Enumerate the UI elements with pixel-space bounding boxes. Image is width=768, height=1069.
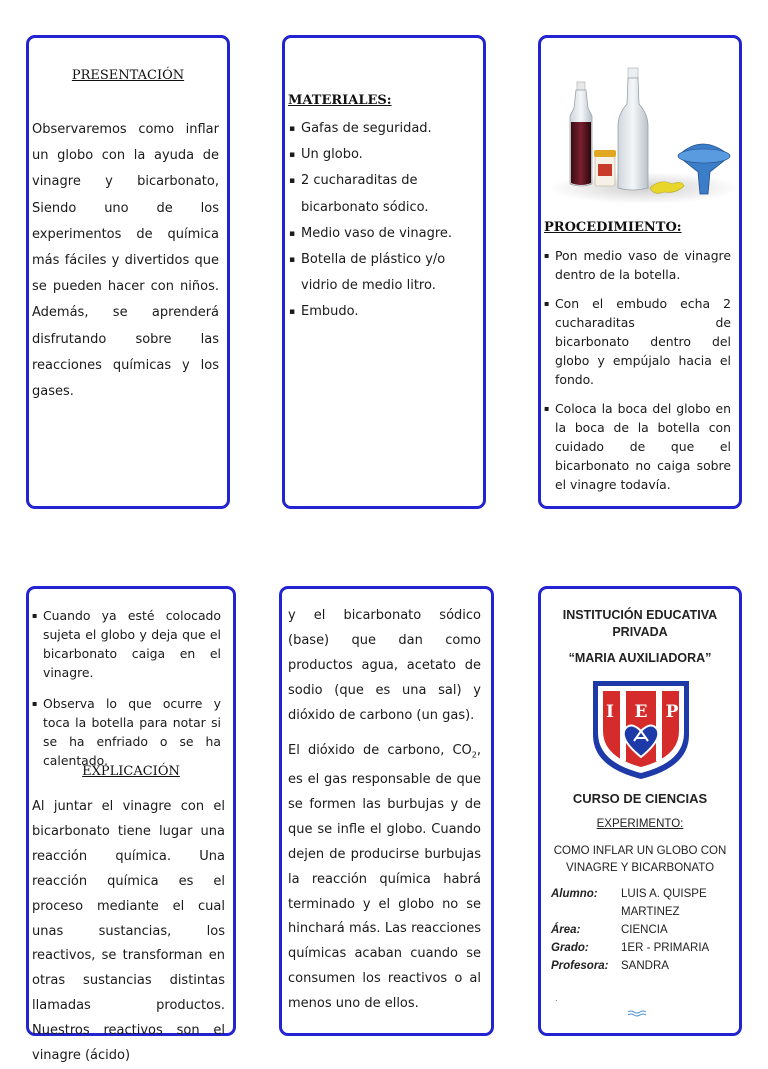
wave-decoration-icon — [627, 1009, 647, 1017]
explanation-continued-text: y el bicarbonato sódico (base) que dan como productos agua, acetato de sodio (que es una sal) y dióxido de carbono (un gas). — [288, 608, 481, 723]
list-item: ▪ Gafas de seguridad. — [289, 116, 479, 142]
iep-shield-logo — [589, 677, 693, 781]
school-name: “MARIA AUXILIADORA” — [568, 651, 712, 665]
materials-title: MATERIALES: — [288, 93, 392, 108]
info-value: CIENCIA — [621, 924, 668, 936]
info-row-teacher — [551, 957, 735, 975]
student-info — [551, 885, 735, 975]
materials-list — [289, 116, 479, 326]
logo-letter-p: P — [665, 702, 679, 722]
explanation-title: EXPLICACIÓN — [82, 764, 180, 779]
logo-letter-i: I — [606, 702, 614, 722]
institution-name: INSTITUCIÓN EDUCATIVA PRIVADA — [562, 608, 718, 639]
info-key: Alumno: — [551, 888, 598, 900]
info-key: Área: — [551, 924, 581, 936]
list-item: ▪ Embudo. — [289, 299, 479, 325]
info-key: Grado: — [551, 942, 589, 954]
co2-paragraph — [288, 739, 481, 1018]
procedure-panel — [538, 35, 742, 509]
explanation-panel — [26, 586, 236, 1064]
info-value: SANDRA — [621, 960, 669, 972]
logo-letter-e: E — [634, 702, 648, 722]
list-item: ▪ Observa lo que ocurre y toca la botella para notar si se ha enfriado o se ha calentado. — [32, 694, 221, 770]
materials-panel — [282, 35, 486, 509]
list-item: ▪ Medio vaso de vinagre. — [289, 221, 479, 247]
presentation-title: PRESENTACIÓN — [71, 68, 185, 83]
course-title: CURSO DE CIENCIAS — [572, 791, 708, 806]
explanation-continued-body — [288, 604, 481, 1027]
list-item: ▪ Cuando ya esté colocado sujeta el globo y deja que el bicarbonato caiga en el vinagre. — [32, 606, 221, 682]
co2-subscript: 2 — [471, 750, 477, 760]
explanation-text: Al juntar el vinagre con el bicarbonato tiene lugar una reacción química. Una reacción química es el proceso mediante el cual unas sustancias, los reactivos, se transforman en otras sustancias distintas llamadas productos. Nuestros reactivos son el vinagre (ácido) — [32, 799, 225, 1064]
co2-text-before: El dióxido de carbono, CO — [288, 742, 472, 758]
info-value: 1ER - PRIMARIA — [621, 942, 710, 954]
info-row-student — [551, 885, 735, 921]
list-item: ▪ Botella de plástico y/o vidrio de medio litro. — [289, 247, 479, 299]
info-value: LUIS A. QUISPE MARTINEZ — [621, 888, 707, 918]
explanation-continued-panel — [279, 586, 494, 1036]
dot-mark: . — [555, 994, 558, 1003]
co2-text-after: , es el gas responsable de que se formen las burbujas y de que se infle el globo. Cuando dejen de producirse burbujas la reacción química habrá terminado y el globo no se hinchará más. Las reacciones químicas acaban cuando se consumen los reactivos o al menos uno de ellos. — [288, 742, 481, 1012]
info-row-grade — [551, 939, 735, 957]
list-item: ▪ Pon medio vaso de vinagre dentro de la botella. — [544, 246, 731, 284]
procedure-list — [544, 246, 731, 504]
list-item: ▪ Coloca la boca del globo en la boca de la botella con cuidado de que el bicarbonato no caiga sobre el vinagre todavía. — [544, 399, 731, 494]
list-item: ▪ Un globo. — [289, 142, 479, 168]
experiment-label: EXPERIMENTO: — [596, 818, 684, 830]
cover-panel — [538, 586, 742, 1036]
list-item: ▪ 2 cucharaditas de bicarbonato sódico. — [289, 168, 479, 220]
procedure-continued-list — [32, 606, 221, 782]
list-item: ▪ Con el embudo echa 2 cucharaditas de bicarbonato dentro del globo y empújalo hacia el fondo. — [544, 294, 731, 389]
info-key: Profesora: — [551, 960, 609, 972]
presentation-text: Observaremos como inflar un globo con la ayuda de vinagre y bicarbonato, Siendo uno de los experimentos de química más fáciles y divertidos que se pueden hacer con niños. Además, se aprenderá disfrutando sobre las reacciones químicas y los gases. — [32, 122, 219, 400]
procedure-title: PROCEDIMIENTO: — [544, 220, 682, 235]
presentation-panel — [26, 35, 230, 509]
materials-photo — [544, 60, 738, 208]
info-row-area — [551, 921, 735, 939]
experiment-title: COMO INFLAR UN GLOBO CON VINAGRE Y BICARBONATO — [553, 845, 727, 874]
